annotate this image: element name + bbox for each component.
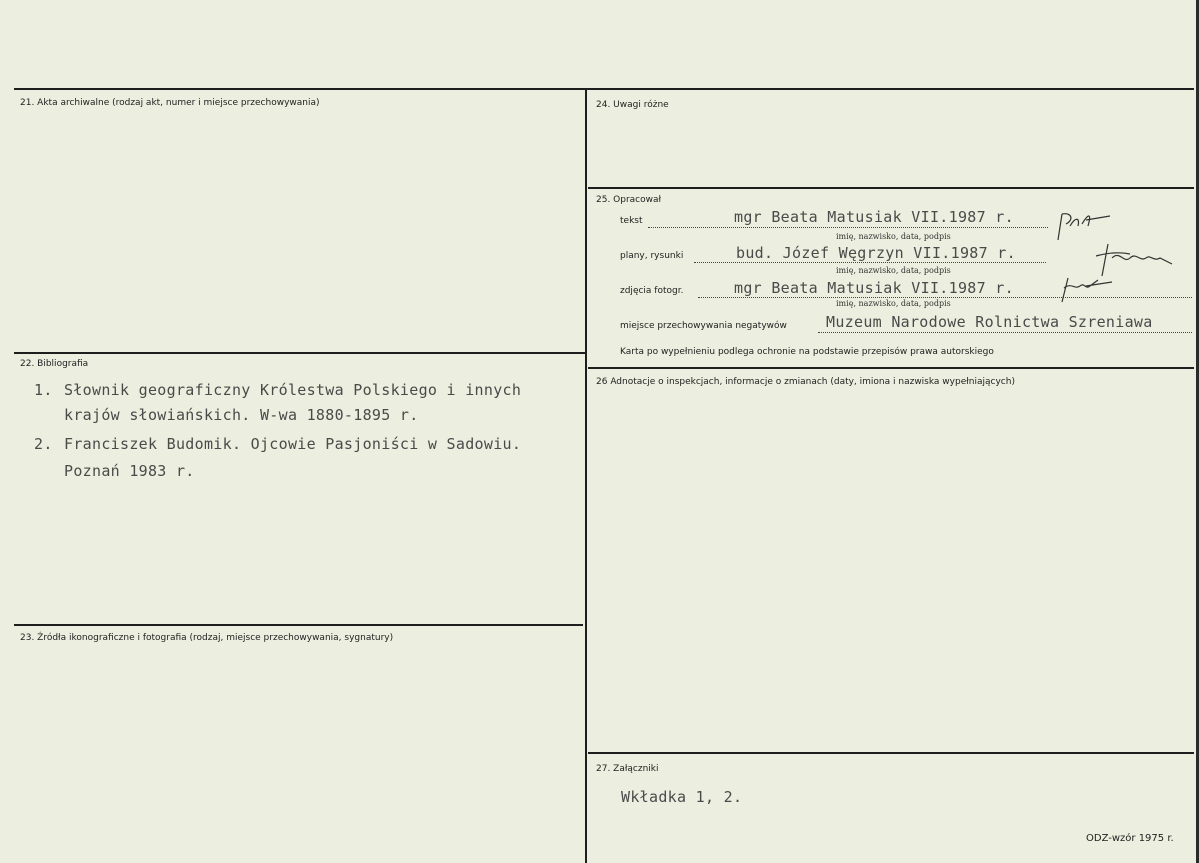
- section-23-label: 23. Źródła ikonograficzne i fotografia (rodzaj, miejsce przechowywania, sygnatury): [20, 633, 394, 643]
- divider-21-22: [14, 352, 585, 354]
- negatives-storage-dotted-line: [818, 332, 1192, 333]
- divider-26-27: [588, 752, 1194, 754]
- bibliography-item-1-text: Słownik geograficzny Królestwa Polskiego i innych: [64, 381, 522, 399]
- copyright-note: Karta po wypełnieniu podlega ochronie na podstawie przepisów prawa autorskiego: [620, 347, 994, 357]
- attachments-value: Wkładka 1, 2.: [621, 788, 743, 806]
- authored-photos-hint: imię, nazwisko, data, podpis: [836, 299, 951, 308]
- center-vertical-rule: [585, 89, 587, 863]
- section-24-label: 24. Uwagi różne: [596, 100, 669, 110]
- bibliography-item-1-number: 1.: [34, 381, 53, 399]
- authored-text-hint: imię, nazwisko, data, podpis: [836, 232, 951, 241]
- section-25-label: 25. Opracował: [596, 195, 662, 205]
- negatives-storage-value: Muzeum Narodowe Rolnictwa Szreniawa: [826, 313, 1153, 331]
- authored-text-value: mgr Beata Matusiak VII.1987 r.: [734, 208, 1014, 226]
- section-22-label: 22. Bibliografia: [20, 359, 89, 369]
- authored-drawings-field-label: plany, rysunki: [620, 251, 684, 261]
- bibliography-item-1-line-1: [34, 383, 521, 398]
- bibliography-item-2-line-1: [34, 437, 521, 452]
- signature-icon: [1052, 208, 1122, 244]
- authored-photos-field-label: zdjęcia fotogr.: [620, 286, 684, 296]
- authored-drawings-dotted-line: [694, 262, 1046, 263]
- divider-24-25: [588, 187, 1194, 189]
- bibliography-item-2-number: 2.: [34, 435, 53, 453]
- bibliography-item-2-line-2: Poznań 1983 r.: [64, 462, 195, 480]
- section-26-label: 26 Adnotacje o inspekcjach, informacje o zmianach (daty, imiona i nazwiska wypełniających): [596, 377, 1015, 387]
- divider-25-26: [588, 367, 1194, 369]
- bibliography-item-2-text: Franciszek Budomik. Ojcowie Pasjoniści w Sadowiu.: [64, 435, 522, 453]
- divider-22-23: [14, 624, 583, 626]
- authored-drawings-hint: imię, nazwisko, data, podpis: [836, 266, 951, 275]
- authored-photos-value: mgr Beata Matusiak VII.1987 r.: [734, 279, 1014, 297]
- negatives-storage-label: miejsce przechowywania negatywów: [620, 321, 787, 331]
- section-27-label: 27. Załączniki: [596, 764, 659, 774]
- authored-drawings-value: bud. Józef Węgrzyn VII.1987 r.: [736, 244, 1016, 262]
- bibliography-item-1-line-2: krajów słowiańskich. W-wa 1880-1895 r.: [64, 406, 419, 424]
- section-21-label: 21. Akta archiwalne (rodzaj akt, numer i miejsce przechowywania): [20, 98, 320, 108]
- form-template-footer: ODZ-wzór 1975 r.: [1086, 833, 1174, 844]
- authored-text-field-label: tekst: [620, 216, 643, 226]
- top-rule: [14, 88, 1194, 90]
- authored-text-dotted-line: [648, 227, 1048, 228]
- signature-icon: [1056, 274, 1122, 306]
